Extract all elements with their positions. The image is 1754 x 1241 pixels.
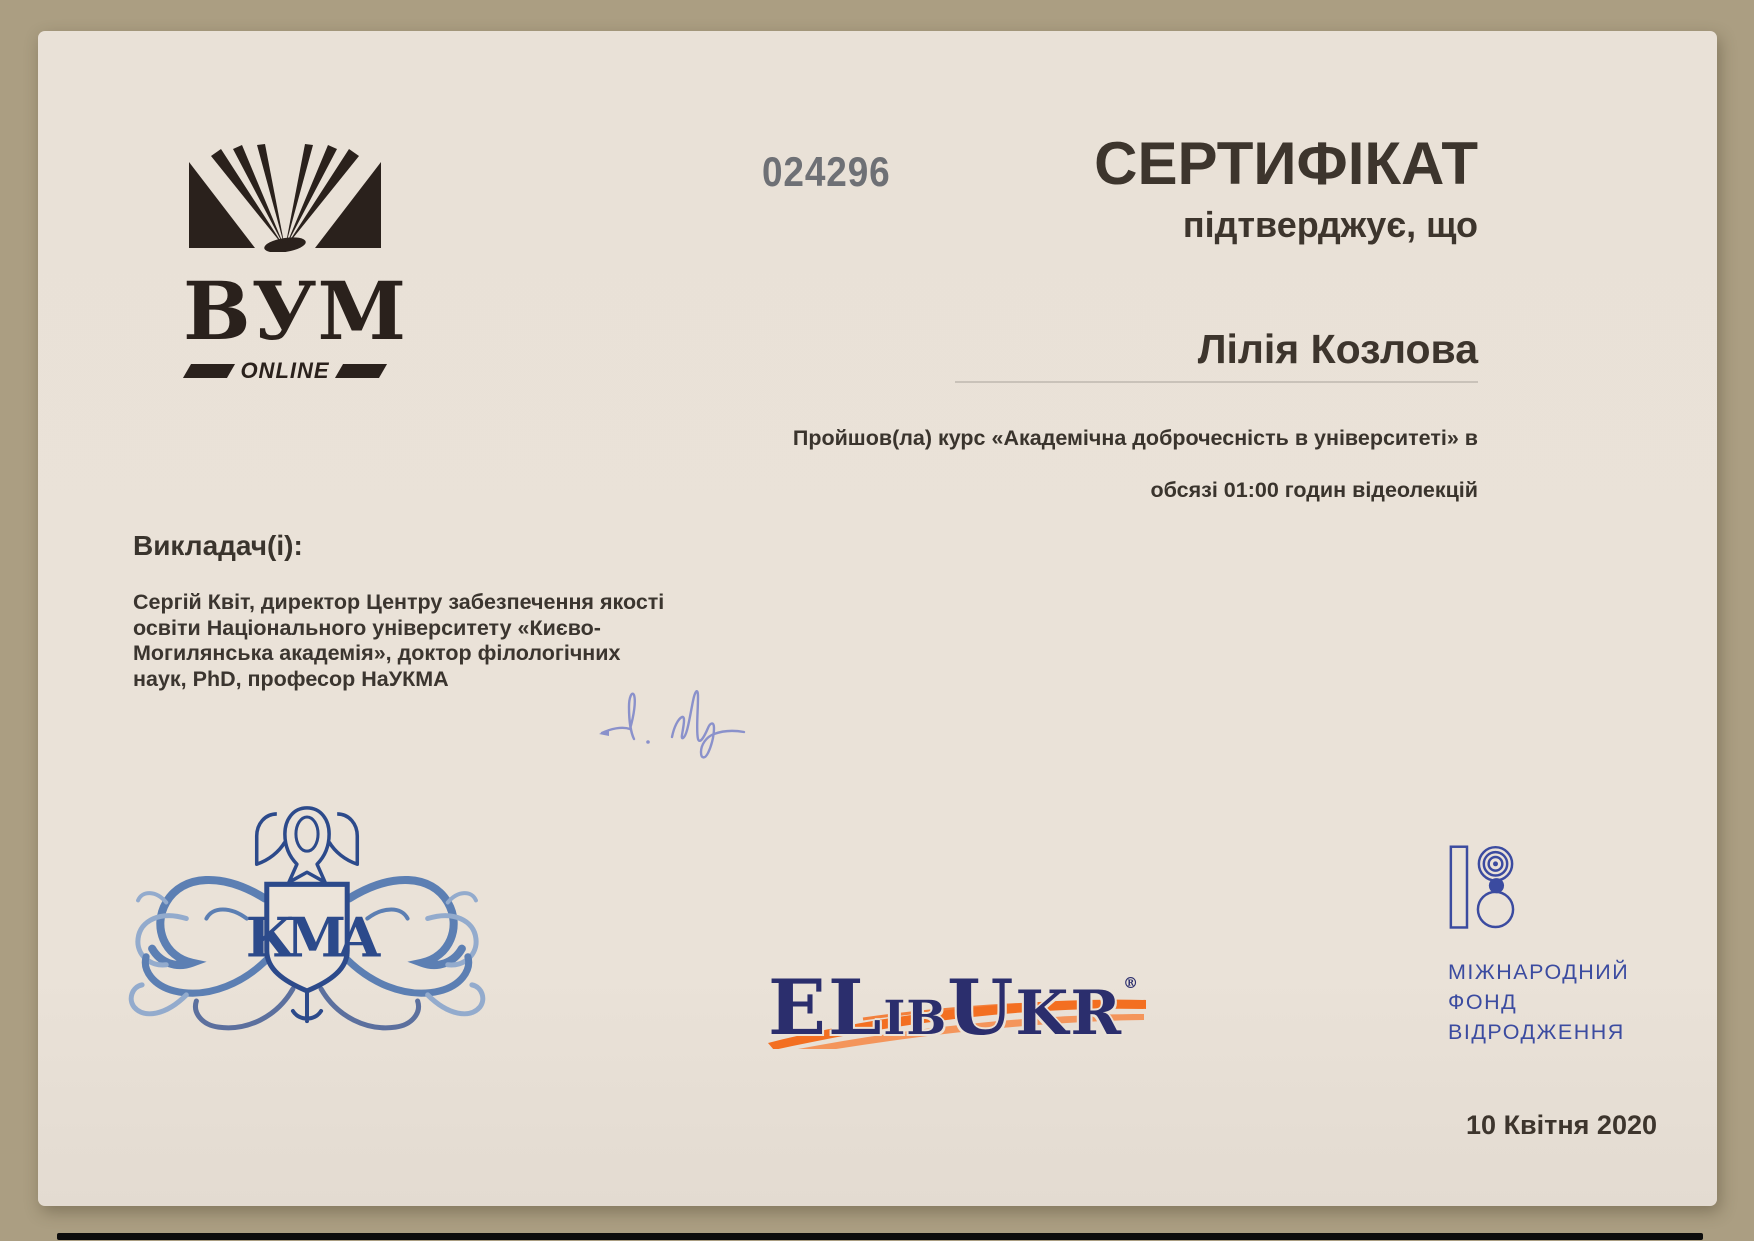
instructors-line: Сергій Квіт, директор Центру забезпечення якості <box>133 590 665 614</box>
elib-letter: R <box>1070 978 1124 1049</box>
vum-online-label: ONLINE <box>240 358 330 383</box>
irf-logo <box>1448 843 1688 1047</box>
naukma-emblem-icon <box>126 796 488 1036</box>
instructors-line: Могилянська академія», доктор філологічних <box>133 641 621 665</box>
photo-bottom-edge <box>57 1233 1703 1240</box>
elibukr-logo <box>768 963 1150 1052</box>
instructors-heading: Викладач(і): <box>133 530 303 561</box>
elib-letter: I <box>883 991 907 1046</box>
instructors-line: наук, PhD, професор НаУКМА <box>133 666 449 691</box>
vum-online-banner <box>183 358 387 384</box>
banner-bar-right-icon <box>335 364 387 378</box>
certificate-number: 024296 <box>762 148 891 195</box>
banner-bar-left-icon <box>183 364 235 378</box>
certificate-title: СЕРТИФІКАТ <box>1094 130 1478 197</box>
elib-letter: K <box>1015 978 1071 1049</box>
course-description-line1: Пройшов(ла) курс «Академічна доброчесність в університеті» в <box>792 426 1478 450</box>
irf-caption <box>1448 957 1688 1047</box>
vum-online-logo <box>183 144 408 384</box>
vum-logo-wordmark: ВУМ <box>183 264 408 358</box>
elib-letter: B <box>906 991 948 1046</box>
elib-letter: E <box>768 963 828 1052</box>
irf-caption-line: ВІДРОДЖЕННЯ <box>1448 1020 1625 1044</box>
irf-caption-line: МІЖНАРОДНИЙ <box>1448 960 1630 984</box>
instructors-description <box>133 590 664 692</box>
irf-mark-icon <box>1448 843 1524 935</box>
registered-mark: ® <box>1123 974 1139 992</box>
irf-caption-line: ФОНД <box>1448 990 1518 1014</box>
course-description-line2: обсязі 01:00 годин відеолекцій <box>1150 478 1478 502</box>
instructors-line: освіти Національного університету «Києво- <box>133 615 601 640</box>
elib-letter: U <box>947 963 1016 1052</box>
recipient-name: Лілія Козлова <box>1197 326 1478 372</box>
open-book-icon <box>185 144 385 252</box>
handwritten-signature-icon <box>596 684 771 766</box>
certificate-subtitle: підтверджує, що <box>1182 204 1478 245</box>
issue-date: 10 Квітня 2020 <box>1466 1110 1657 1140</box>
elib-letter: L <box>827 963 884 1052</box>
name-underline <box>955 381 1478 383</box>
kma-monogram: КМА <box>245 905 373 970</box>
